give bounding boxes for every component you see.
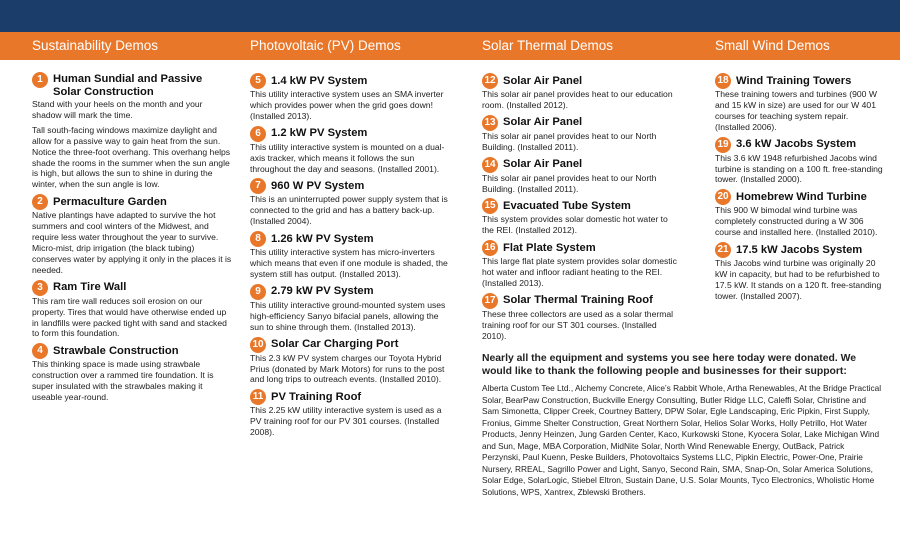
demo-title: Human Sundial and Passive Solar Construction (53, 73, 203, 98)
demo-item-5 (250, 73, 448, 122)
number-badge: 2 (32, 194, 48, 210)
demo-description: Tall south-facing windows maximize daylight and allow for a passive way to gain heat from the sun. Notice the three-foot overhang. This overhang helps shade the rooms in the summer when the sun angle is high, but allows the sun to shine in during the winter, when the sun angle is low. (32, 124, 231, 190)
demo-item-10 (250, 337, 448, 386)
number-badge: 21 (715, 242, 731, 258)
number-badge: 3 (32, 280, 48, 296)
demo-title: Flat Plate System (503, 241, 596, 254)
column-pv (250, 73, 448, 442)
demo-title: 960 W PV System (271, 179, 365, 192)
demo-description: This 900 W bimodal wind turbine was completely constructed during a W 306 course and installed here. (Installed 2010). (715, 205, 878, 238)
number-badge: 15 (482, 198, 498, 214)
header-thermal: Solar Thermal Demos (482, 38, 614, 53)
header-wind: Small Wind Demos (715, 38, 830, 53)
demo-description: This solar air panel provides heat to our education room. (Installed 2012). (482, 89, 673, 110)
demo-title: Solar Air Panel (503, 116, 583, 129)
demo-description: This utility interactive system uses an SMA inverter which provides power when the grid goes down! (Installed 2013). (250, 89, 444, 121)
number-badge: 10 (250, 337, 266, 353)
number-badge: 7 (250, 178, 266, 194)
demo-title: PV Training Roof (271, 390, 362, 403)
demo-item-4 (32, 343, 232, 403)
demo-description: This large flat plate system provides solar domestic hot water and infloor radiant heating to the REI. (Installed 2013). (482, 256, 677, 289)
demo-title: Permaculture Garden (53, 195, 167, 208)
number-badge: 11 (250, 389, 266, 405)
demo-item-21 (715, 242, 885, 302)
number-badge: 5 (250, 73, 266, 89)
demo-title: 1.2 kW PV System (271, 127, 368, 140)
number-badge: 19 (715, 137, 731, 153)
demo-item-7 (250, 178, 448, 227)
number-badge: 16 (482, 240, 498, 256)
demo-title: Solar Air Panel (503, 74, 583, 87)
column-sustainability (32, 72, 232, 407)
top-banner (0, 0, 900, 32)
demo-description: This is an uninterrupted power supply system that is connected to the grid and has a battery back-up. (Installed 2004). (250, 194, 448, 227)
column-wind (715, 73, 885, 306)
demo-description: This Jacobs wind turbine was originally 20 kW in capacity, but had to be refurbished to 17.5 kW. It stands on a 120 ft. free-standing tower. (Installed 2007). (715, 258, 882, 301)
demo-title: 2.79 kW PV System (271, 285, 374, 298)
demo-description: This 2.3 kW PV system charges our Toyota Hybrid Prius (donated by Mark Motors) for runs to the post and long trips to outreach events. (Installed 2010). (250, 352, 445, 385)
number-badge: 12 (482, 73, 498, 89)
demo-item-14 (482, 157, 678, 195)
demo-description: This system provides solar domestic hot water to the REI. (Installed 2012). (482, 214, 668, 236)
number-badge: 9 (250, 284, 266, 300)
header-sustainability: Sustainability Demos (32, 38, 159, 53)
number-badge: 20 (715, 189, 731, 205)
demo-item-9 (250, 284, 448, 333)
demo-title: Strawbale Construction (53, 344, 179, 357)
demo-item-18 (715, 73, 885, 133)
header-pv: Photovoltaic (PV) Demos (250, 38, 401, 53)
demo-title: Solar Car Charging Port (271, 338, 399, 351)
demo-description: This ram tire wall reduces soil erosion on our property. Tires that would have otherwise ended up in landfills were packed tight with sand and stacked to form this foundation. (32, 295, 227, 339)
demo-item-15 (482, 198, 678, 236)
demo-title: Solar Thermal Training Roof (503, 294, 653, 307)
demo-item-1 (32, 72, 232, 190)
demo-description: This utility interactive ground-mounted system uses high-efficiency Sanyo bifacial panels, allowing the sun to shine through them. (Installed 2013). (250, 299, 446, 332)
demo-item-11 (250, 389, 448, 438)
demo-title: 3.6 kW Jacobs System (736, 138, 857, 151)
demo-description: This solar air panel provides heat to our North Building. (Installed 2011). (482, 172, 657, 194)
demo-description: These training towers and turbines (900 W and 15 kW in size) are used for our W 401 courses for teaching system repair. (Installed 2006). (715, 89, 877, 132)
demo-description: This solar air panel provides heat to our North Building. (Installed 2011). (482, 130, 657, 152)
number-badge: 8 (250, 231, 266, 247)
demo-item-12 (482, 73, 678, 111)
number-badge: 1 (32, 72, 48, 88)
demo-description: This thinking space is made using strawbale construction over a rammed tire foundation. It is super insulated with the strawbales making it useable year-round. (32, 359, 214, 403)
demo-description: This utility interactive system is mounted on a dual-axis tracker, which means it follows the sun throughout the day and seasons. (Installed 2001). (250, 141, 445, 174)
demo-description: Stand with your heels on the month and your shadow will mark the time. (32, 99, 203, 120)
demo-item-17 (482, 293, 678, 342)
demo-title: Wind Training Towers (736, 74, 852, 87)
thanks-sponsor-list: Alberta Custom Tee Ltd., Alchemy Concrete, Alice’s Rabbit Whole, Artha Renewables, At the Bridge Practical Solar, BearPaw Construction, Buckville Energy Consulting, Butler Ridge LLC, Caleffi Solar, Christine and Sam Simonetta, Clipper Creek, Courtney Battery, DPW Solar, Egle Landscaping, Eric Pipkin, First Supply, Fronius, Gimme Shelter Construction, Great Northern Solar, Helios Solar Works, Holly Petrillo, Hot Water Products, Jenny Heinzen, Jung Garden Center, Kaco, Kurkowski Stone, Kyocera Solar, Lake Michigan Wind and Sun, Mage, MBA Corporation, MidNite Solar, North Wind Renewable Energy, OutBack, Patrick Perzynski, Paul Kuenn, Peske Builders, Photovoltaics Systems LLC, Pipkin Electric, Power-One, Prairie Nursery, RREAL, Sagrillo Power and Light, Sanyo, Second Rain, SMA, Snap-On, Solar America Solutions, Solar Edge, SolarLogic, Stiebel Eltron, Sustain Dane, U.S. Solar Mounts, Tyco Electronics, Wholistic Home Solutions, WPS, Xantrex, Zblewski Brothers. (482, 383, 882, 497)
number-badge: 18 (715, 73, 731, 89)
demo-title: Homebrew Wind Turbine (736, 190, 867, 203)
demo-title: 17.5 kW Jacobs System (736, 243, 863, 256)
demo-item-3 (32, 280, 232, 340)
demo-title: Solar Air Panel (503, 158, 583, 171)
demo-description: This 3.6 kW 1948 refurbished Jacobs wind turbine is standing on a 100 ft. free-standing tower. (Installed 2000). (715, 152, 883, 185)
number-badge: 6 (250, 126, 266, 142)
demo-description: Native plantings have adapted to survive the hot summers and cool winters of the Midwest, and require less water throughout the year to survive. Micro-mist, drip irrigation (the black tubing) conserves water by applying it only in the places it is needed. (32, 210, 232, 275)
column-thermal (482, 73, 678, 346)
demo-description: This utility interactive system has micro-inverters which means that even if one module is shaded, the system still has output. (Installed 2013). (250, 247, 448, 279)
demo-item-13 (482, 115, 678, 153)
demo-item-19 (715, 137, 885, 186)
demo-item-6 (250, 126, 448, 175)
thanks-heading: Nearly all the equipment and systems you see here today were donated. We would like to thank the following people and businesses for their support: (482, 353, 856, 377)
demo-description: These three collectors are used as a solar thermal training roof for our ST 301 courses. (Installed 2010). (482, 308, 674, 341)
number-badge: 14 (482, 157, 498, 173)
demo-item-2 (32, 194, 232, 275)
demo-title: 1.26 kW PV System (271, 232, 374, 245)
number-badge: 4 (32, 343, 48, 359)
demo-description: This 2.25 kW utility interactive system is used as a PV training roof for our PV 301 courses. (Installed 2008). (250, 405, 442, 438)
number-badge: 13 (482, 115, 498, 131)
demo-item-8 (250, 231, 448, 280)
demo-item-16 (482, 240, 678, 289)
demo-title: Evacuated Tube System (503, 199, 631, 212)
demo-title: 1.4 kW PV System (271, 74, 368, 87)
demo-item-20 (715, 189, 885, 238)
demo-title: Ram Tire Wall (53, 281, 127, 294)
number-badge: 17 (482, 293, 498, 309)
